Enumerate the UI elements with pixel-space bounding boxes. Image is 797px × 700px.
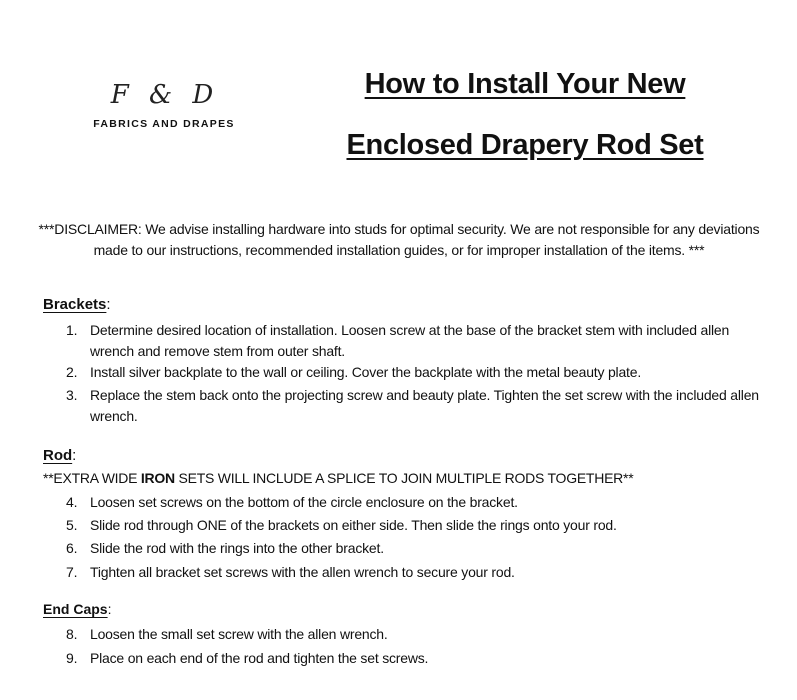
section-heading-brackets bbox=[43, 296, 111, 313]
section-heading-end-caps bbox=[43, 601, 111, 617]
note-text: SETS WILL INCLUDE A SPLICE TO JOIN MULTIPLE RODS TOGETHER** bbox=[174, 470, 634, 486]
heading-text: Brackets bbox=[43, 296, 107, 313]
page-title-line1: How to Install Your New bbox=[364, 68, 686, 100]
item-number: 7. bbox=[66, 564, 78, 580]
page-title-line2: Enclosed Drapery Rod Set bbox=[346, 129, 704, 161]
list-item bbox=[66, 562, 766, 583]
item-text: Replace the stem back onto the projecting screw and beauty plate. Tighten the set screw with the included allen wrench. bbox=[90, 387, 759, 424]
logo-monogram: F & D bbox=[110, 80, 220, 110]
item-number: 9. bbox=[66, 650, 78, 666]
rod-note bbox=[43, 470, 633, 486]
item-text: Place on each end of the rod and tighten the set screws. bbox=[90, 650, 429, 666]
note-text: **EXTRA WIDE bbox=[43, 470, 141, 486]
item-number: 2. bbox=[66, 364, 78, 380]
item-text: Loosen the small set screw with the allen wrench. bbox=[90, 626, 388, 642]
item-text: Install silver backplate to the wall or ceiling. Cover the backplate with the metal beauty plate. bbox=[90, 364, 642, 380]
logo-text: FABRICS AND DRAPES bbox=[93, 118, 235, 130]
item-number: 4. bbox=[66, 494, 78, 510]
list-item bbox=[66, 624, 766, 645]
item-text: Tighten all bracket set screws with the allen wrench to secure your rod. bbox=[90, 564, 515, 580]
item-text: Slide the rod with the rings into the other bracket. bbox=[90, 540, 384, 556]
list-item bbox=[66, 320, 766, 361]
disclaimer: ***DISCLAIMER: We advise installing hardware into studs for optimal security. We are not responsible for any deviations made to our instructions, recommended installation guides, or for improper installation of the items. *** bbox=[38, 221, 760, 258]
heading-text: Rod bbox=[43, 447, 73, 464]
item-number: 8. bbox=[66, 626, 78, 642]
item-number: 3. bbox=[66, 387, 78, 403]
list-item bbox=[66, 385, 766, 426]
section-heading-rod bbox=[43, 447, 76, 464]
list-item bbox=[66, 492, 766, 513]
list-item bbox=[66, 362, 766, 383]
heading-colon: : bbox=[107, 601, 112, 617]
item-number: 1. bbox=[66, 322, 78, 338]
item-text: Loosen set screws on the bottom of the circle enclosure on the bracket. bbox=[90, 494, 518, 510]
list-item bbox=[66, 648, 766, 669]
heading-text: End Caps bbox=[43, 601, 108, 617]
item-number: 5. bbox=[66, 517, 78, 533]
list-item bbox=[66, 515, 766, 536]
item-text: Slide rod through ONE of the brackets on either side. Then slide the rings onto your rod. bbox=[90, 517, 617, 533]
item-text: Determine desired location of installation. Loosen screw at the base of the bracket stem with included allen wrench and remove stem from outer shaft. bbox=[90, 322, 730, 359]
heading-colon: : bbox=[106, 296, 111, 313]
list-item bbox=[66, 538, 766, 559]
heading-colon: : bbox=[72, 447, 77, 464]
note-bold: IRON bbox=[140, 470, 175, 486]
item-number: 6. bbox=[66, 540, 78, 556]
